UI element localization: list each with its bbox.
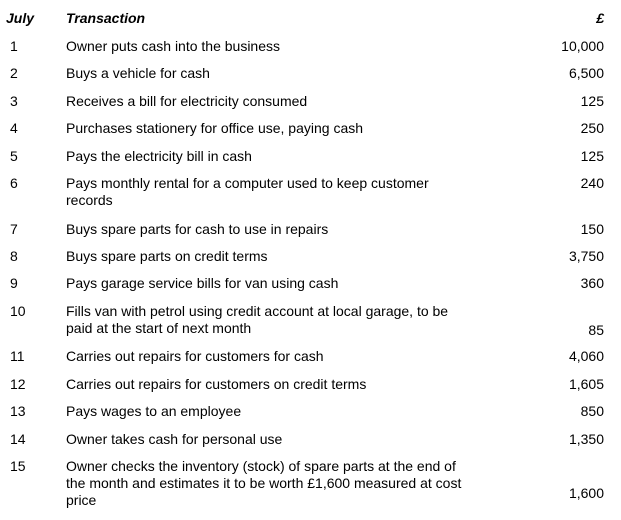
day-cell: 14 bbox=[10, 431, 26, 447]
transaction-cell: Pays the electricity bill in cash bbox=[66, 148, 252, 164]
amount-cell: 1,350 bbox=[568, 431, 604, 447]
day-cell: 3 bbox=[10, 93, 18, 109]
amount-cell: 150 bbox=[580, 221, 604, 237]
day-cell: 9 bbox=[10, 275, 18, 291]
amount-cell: 250 bbox=[580, 120, 604, 136]
transaction-cell: Buys spare parts for cash to use in repairs bbox=[66, 221, 329, 237]
amount-cell: 3,750 bbox=[568, 248, 604, 264]
amount-cell: 10,000 bbox=[561, 38, 604, 54]
day-cell: 12 bbox=[10, 376, 26, 392]
day-cell: 11 bbox=[10, 348, 25, 364]
transaction-cell: Pays monthly rental for a computer used to keep customer records bbox=[66, 175, 429, 208]
day-cell: 5 bbox=[10, 148, 18, 164]
header-july: July bbox=[6, 10, 35, 26]
amount-cell: 240 bbox=[580, 175, 604, 191]
amount-cell: 4,060 bbox=[568, 348, 604, 364]
header-transaction: Transaction bbox=[66, 10, 146, 26]
day-cell: 10 bbox=[10, 303, 26, 319]
transaction-cell: Owner checks the inventory (stock) of spare parts at the end of the month and estimates it to be worth £1,600 measured at cost price bbox=[66, 458, 462, 508]
transaction-cell: Carries out repairs for customers for cash bbox=[66, 348, 324, 364]
transaction-cell: Fills van with petrol using credit account at local garage, to be paid at the start of next month bbox=[66, 303, 449, 336]
amount-cell: 6,500 bbox=[568, 65, 604, 81]
transaction-cell: Owner puts cash into the business bbox=[66, 38, 281, 54]
transaction-cell: Pays wages to an employee bbox=[66, 403, 242, 419]
amount-cell: 850 bbox=[580, 403, 604, 419]
amount-cell: 360 bbox=[580, 275, 604, 291]
day-cell: 15 bbox=[10, 458, 26, 474]
transaction-cell: Pays garage service bills for van using cash bbox=[66, 275, 339, 291]
day-cell: 2 bbox=[10, 65, 18, 81]
transaction-cell: Carries out repairs for customers on credit terms bbox=[66, 376, 367, 392]
day-cell: 6 bbox=[10, 175, 18, 191]
header-pound: £ bbox=[596, 10, 604, 26]
day-cell: 1 bbox=[10, 38, 18, 54]
day-cell: 7 bbox=[10, 221, 18, 237]
amount-cell: 85 bbox=[588, 322, 604, 338]
transaction-cell: Buys spare parts on credit terms bbox=[66, 248, 268, 264]
day-cell: 13 bbox=[10, 403, 26, 419]
day-cell: 4 bbox=[10, 120, 18, 136]
transaction-cell: Receives a bill for electricity consumed bbox=[66, 93, 308, 109]
amount-cell: 125 bbox=[580, 148, 604, 164]
transaction-cell: Buys a vehicle for cash bbox=[66, 65, 210, 81]
amount-cell: 1,605 bbox=[568, 376, 604, 392]
day-cell: 8 bbox=[10, 248, 18, 264]
transaction-cell: Purchases stationery for office use, paying cash bbox=[66, 120, 364, 136]
amount-cell: 125 bbox=[580, 93, 604, 109]
transaction-cell: Owner takes cash for personal use bbox=[66, 431, 283, 447]
amount-cell: 1,600 bbox=[568, 485, 604, 501]
